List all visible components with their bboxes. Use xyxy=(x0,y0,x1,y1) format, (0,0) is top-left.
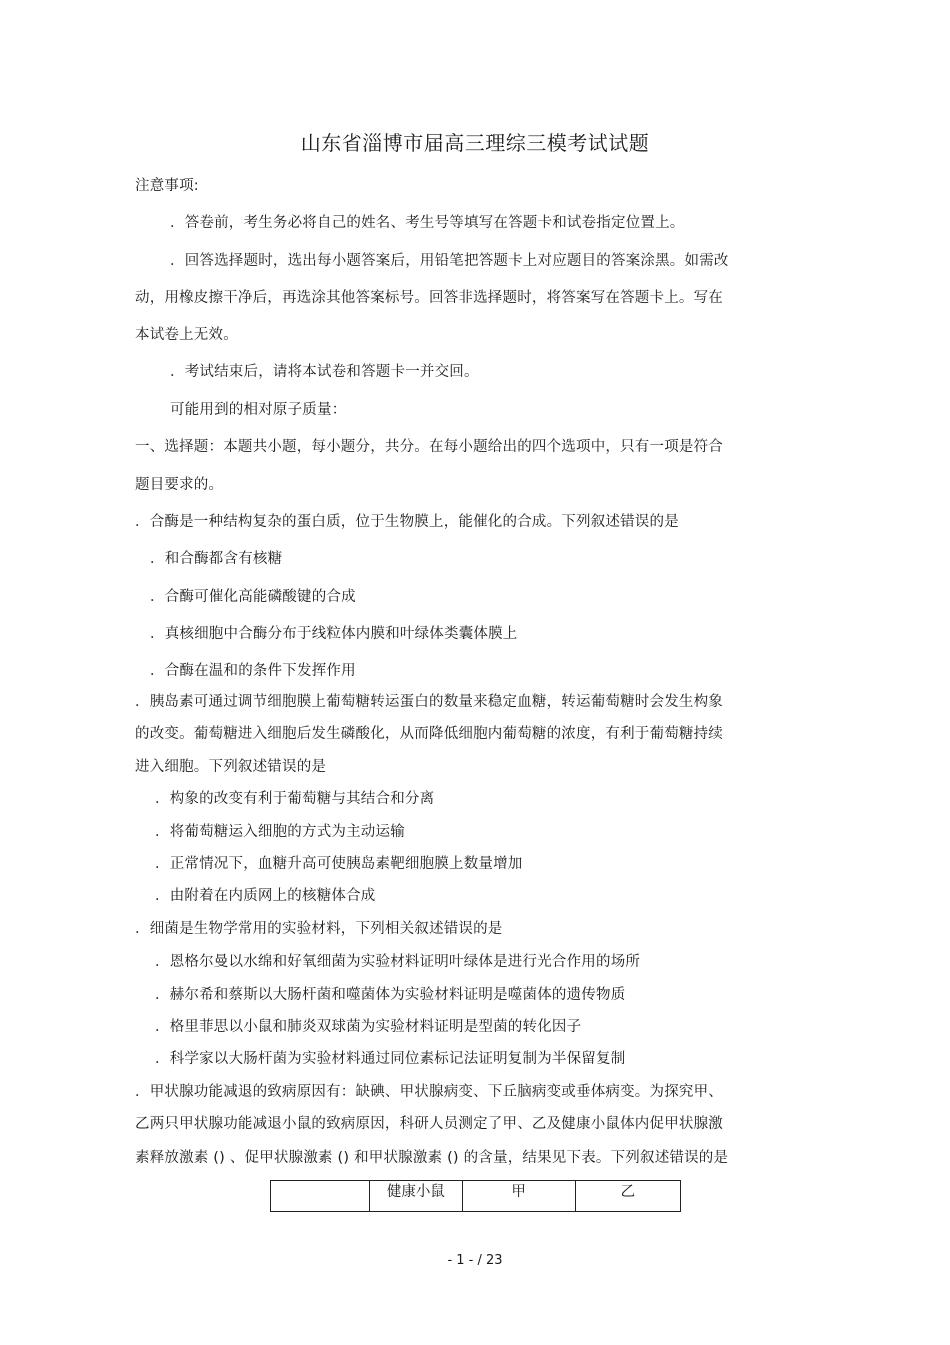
question-3-option-b: ．赫尔希和蔡斯以大肠杆菌和噬菌体为实验材料证明是噬菌体的遗传物质 xyxy=(155,987,626,1003)
atomic-mass-note: 可能用到的相对原子质量： xyxy=(170,402,347,418)
question-1-option-a: ．和合酶都含有核糖 xyxy=(150,551,283,567)
question-2-stem-line-2: 的改变。葡萄糖进入细胞后发生磷酸化，从而降低细胞内葡萄糖的浓度，有利于葡萄糖持续 xyxy=(135,726,723,742)
question-4-stem-line-2: 乙两只甲状腺功能减退小鼠的致病原因，科研人员测定了甲、乙及健康小鼠体内促甲状腺激 xyxy=(135,1116,723,1132)
question-2-option-a: ．构象的改变有利于葡萄糖与其结合和分离 xyxy=(155,791,435,807)
question-1-option-d: ．合酶在温和的条件下发挥作用 xyxy=(150,663,356,679)
question-3-stem: ．细菌是生物学常用的实验材料，下列相关叙述错误的是 xyxy=(135,921,503,937)
question-2-option-c: ．正常情况下，血糖升高可使胰岛素靶细胞膜上数量增加 xyxy=(155,856,523,872)
question-2-option-b: ．将葡萄糖运入细胞的方式为主动运输 xyxy=(155,824,405,840)
page-number: - 1 - / 23 xyxy=(447,1253,503,1268)
question-1-option-b: ．合酶可催化高能磷酸键的合成 xyxy=(150,589,356,605)
question-3-option-d: ．科学家以大肠杆菌为实验材料通过同位素标记法证明复制为半保留复制 xyxy=(155,1051,626,1067)
question-4-stem-line-1: ．甲状腺功能减退的致病原因有：缺碘、甲状腺病变、下丘脑病变或垂体病变。为探究甲、 xyxy=(135,1084,723,1100)
section-1-heading-line-1: 一、选择题：本题共小题，每小题分，共分。在每小题给出的四个选项中，只有一项是符合 xyxy=(135,439,723,455)
question-4-stem-line-3: 素释放激素 () 、促甲状腺激素 () 和甲状腺激素 () 的含量，结果见下表。下列叙述错误的是 xyxy=(135,1150,729,1166)
question-1-stem: ．合酶是一种结构复杂的蛋白质，位于生物膜上，能催化的合成。下列叙述错误的是 xyxy=(135,514,679,530)
notice-heading: 注意事项: xyxy=(135,178,199,194)
notice-item-2-line-3: 本试卷上无效。 xyxy=(135,327,238,343)
notice-item-2-line-1: ．回答选择题时，选出每小题答案后，用铅笔把答题卡上对应题目的答案涂黑。如需改 xyxy=(170,253,729,269)
question-2-option-d: ．由附着在内质网上的核糖体合成 xyxy=(155,888,376,904)
question-3-option-c: ．格里菲思以小鼠和肺炎双球菌为实验材料证明是型菌的转化因子 xyxy=(155,1019,582,1035)
table-header-empty xyxy=(271,1181,370,1212)
notice-item-1: ．答卷前，考生务必将自己的姓名、考生号等填写在答题卡和试卷指定位置上。 xyxy=(170,215,685,231)
hormone-table xyxy=(270,1180,681,1212)
question-2-stem-line-1: ．胰岛素可通过调节细胞膜上葡萄糖转运蛋白的数量来稳定血糖，转运葡萄糖时会发生构象 xyxy=(135,694,723,710)
page-title: 山东省淄博市届高三理综三模考试试题 xyxy=(300,131,650,155)
table-header-mouse-b: 乙 xyxy=(575,1181,680,1212)
question-2-stem-line-3: 进入细胞。下列叙述错误的是 xyxy=(135,759,327,775)
question-1-option-c: ．真核细胞中合酶分布于线粒体内膜和叶绿体类囊体膜上 xyxy=(150,626,518,642)
notice-item-2-line-2: 动，用橡皮擦干净后，再选涂其他答案标号。回答非选择题时，将答案写在答题卡上。写在 xyxy=(135,290,723,306)
table-header-healthy-mouse: 健康小鼠 xyxy=(370,1181,462,1212)
question-3-option-a: ．恩格尔曼以水绵和好氧细菌为实验材料证明叶绿体是进行光合作用的场所 xyxy=(155,954,641,970)
table-header-mouse-a: 甲 xyxy=(462,1181,575,1212)
notice-item-3: ．考试结束后，请将本试卷和答题卡一并交回。 xyxy=(170,364,479,380)
section-1-heading-line-2: 题目要求的。 xyxy=(135,477,224,493)
table-header-row xyxy=(271,1181,681,1212)
